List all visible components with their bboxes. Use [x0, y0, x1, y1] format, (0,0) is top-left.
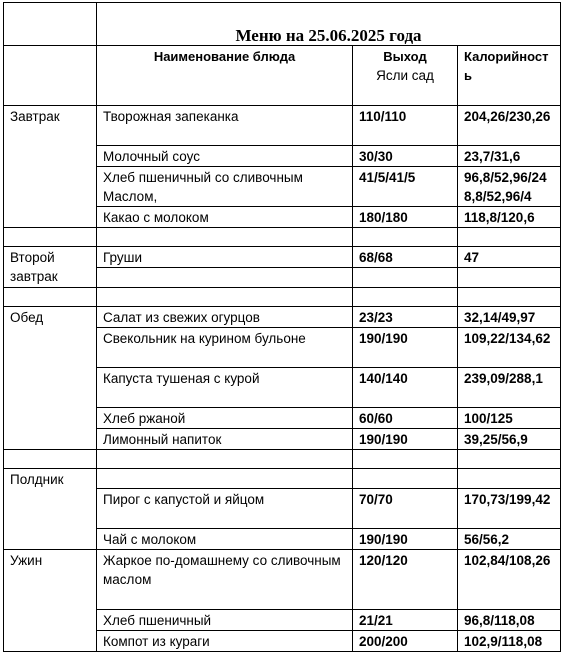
title-empty-cell [4, 3, 97, 46]
dish-cell: Творожная запеканка [97, 106, 353, 146]
output-cell: 41/5/41/5 [353, 167, 458, 207]
calories-cell: 102,84/108,26 [458, 550, 561, 610]
output-cell: 190/190 [353, 328, 458, 368]
header-output-sub: Ясли сад [376, 68, 434, 83]
header-dish: Наименование блюда [97, 46, 353, 106]
output-cell: 110/110 [353, 106, 458, 146]
calories-cell: 204,26/230,26 [458, 106, 561, 146]
output-cell: 68/68 [353, 247, 458, 268]
calories-cell: 96,8/52,96/248,8/52,96/4 [458, 167, 561, 207]
spacer-row [4, 228, 561, 247]
calories-cell: 39,25/56,9 [458, 429, 561, 450]
dish-cell: Какао с молоком [97, 207, 353, 228]
table-row [4, 106, 561, 146]
output-cell: 60/60 [353, 408, 458, 429]
dish-cell: Хлеб ржаной [97, 408, 353, 429]
meal-label-dinner: Ужин [4, 550, 97, 652]
calories-cell: 32,14/49,97 [458, 307, 561, 328]
calories-cell: 56/56,2 [458, 529, 561, 550]
output-cell: 23/23 [353, 307, 458, 328]
spacer-row [4, 450, 561, 469]
table-row-empty [4, 469, 561, 489]
table-row [4, 550, 561, 610]
spacer-row [4, 288, 561, 307]
dish-cell: Молочный соус [97, 146, 353, 167]
dish-cell: Капуста тушеная с курой [97, 368, 353, 408]
output-cell: 180/180 [353, 207, 458, 228]
dish-cell: Жаркое по-домашнему со сливочным маслом [97, 550, 353, 610]
menu-table [3, 2, 561, 652]
dish-cell: Чай с молоком [97, 529, 353, 550]
meal-label-second-breakfast: Второй завтрак [4, 247, 97, 288]
menu-title: Меню на 25.06.2025 года [97, 3, 561, 46]
calories-cell: 96,8/118,08 [458, 610, 561, 631]
calories-cell: 47 [458, 247, 561, 268]
header-calories: Калорийность [458, 46, 561, 106]
header-row [4, 46, 561, 106]
calories-cell: 100/125 [458, 408, 561, 429]
meal-label-snack: Полдник [4, 469, 97, 550]
meal-label-breakfast: Завтрак [4, 106, 97, 228]
calories-cell: 102,9/118,08 [458, 631, 561, 652]
output-cell: 21/21 [353, 610, 458, 631]
dish-cell: Лимонный напиток [97, 429, 353, 450]
calories-cell: 118,8/120,6 [458, 207, 561, 228]
table-row [4, 247, 561, 268]
title-row [4, 3, 561, 46]
calories-cell: 239,09/288,1 [458, 368, 561, 408]
dish-cell: Пирог с капустой и яйцом [97, 489, 353, 529]
dish-cell: Компот из кураги [97, 631, 353, 652]
dish-cell: Хлеб пшеничный [97, 610, 353, 631]
output-cell: 200/200 [353, 631, 458, 652]
table-row [4, 307, 561, 328]
dish-cell: Свекольник на курином бульоне [97, 328, 353, 368]
output-cell: 30/30 [353, 146, 458, 167]
dish-cell: Хлеб пшеничный со сливочным Маслом, [97, 167, 353, 207]
calories-cell: 109,22/134,62 [458, 328, 561, 368]
output-cell: 190/190 [353, 429, 458, 450]
output-cell: 190/190 [353, 529, 458, 550]
header-empty-cell [4, 46, 97, 106]
calories-cell: 23,7/31,6 [458, 146, 561, 167]
output-cell: 120/120 [353, 550, 458, 610]
output-cell: 140/140 [353, 368, 458, 408]
header-output-cell [353, 46, 458, 106]
header-output: Выход [383, 49, 427, 64]
calories-cell: 170,73/199,42 [458, 489, 561, 529]
dish-cell: Груши [97, 247, 353, 268]
meal-label-lunch: Обед [4, 307, 97, 450]
output-cell: 70/70 [353, 489, 458, 529]
dish-cell: Салат из свежих огурцов [97, 307, 353, 328]
